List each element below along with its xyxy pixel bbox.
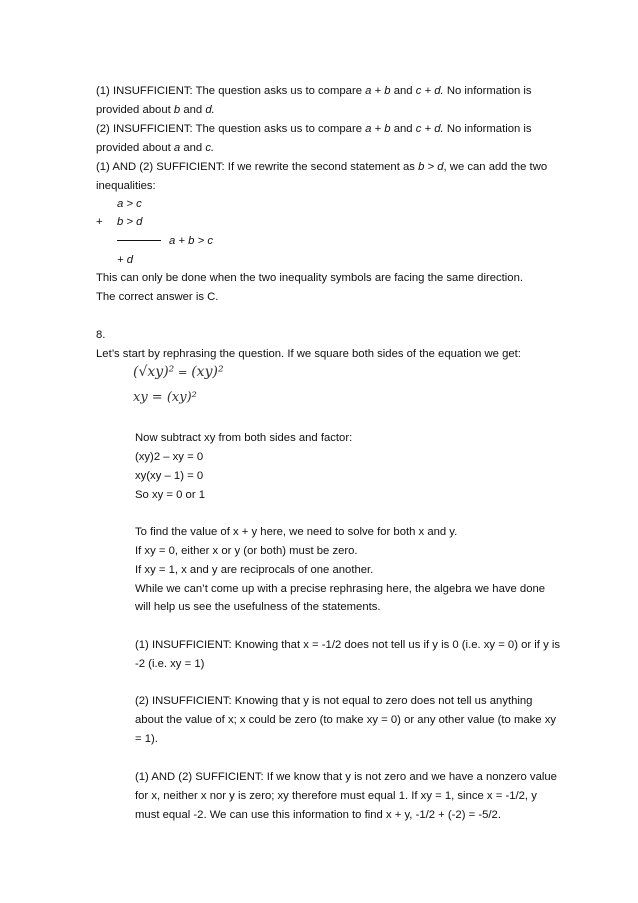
find-xy-line5: will help us see the usefulness of the statements.	[135, 601, 381, 613]
combined-line2: inequalities:	[96, 180, 156, 192]
q8-combined-line3: must equal -2. We can use this information to find x + y, -1/2 + (-2) = -5/2.	[135, 809, 501, 821]
q8-combined-line1: (1) AND (2) SUFFICIENT: If we know that y is not zero and we have a nonzero value	[135, 771, 557, 783]
step-subtract: Now subtract xy from both sides and factor:	[135, 432, 353, 444]
combined-line1: (1) AND (2) SUFFICIENT: If we rewrite the second statement as b > d, we can add the two	[96, 161, 548, 173]
find-xy-line3: If xy = 1, x and y are reciprocals of one another.	[135, 564, 374, 576]
rephrase-intro: Let’s start by rephrasing the question. If we square both sides of the equation we get:	[96, 348, 521, 360]
sum-rule	[117, 240, 161, 241]
find-xy-line2: If xy = 0, either x or y (or both) must be zero.	[135, 545, 358, 557]
step-eq-b: xy(xy – 1) = 0	[135, 470, 204, 482]
stmt2-line1: (2) INSUFFICIENT: The question asks us to compare a + b and c + d. No information is	[96, 123, 532, 135]
inequality-2: b > d	[117, 216, 143, 228]
step-eq-a: (xy)2 – xy = 0	[135, 451, 204, 463]
q8-stmt1-line1: (1) INSUFFICIENT: Knowing that x = -1/2 does not tell us if y is 0 (i.e. xy = 0) or if y is	[135, 639, 561, 651]
same-direction-note: This can only be done when the two inequality symbols are facing the same direction.	[96, 272, 524, 284]
q8-stmt2-line3: = 1).	[135, 733, 158, 745]
sum-part-a: a + b > c	[169, 235, 213, 247]
correct-answer: The correct answer is C.	[96, 291, 219, 303]
q8-stmt1-line2: -2 (i.e. xy = 1)	[135, 658, 205, 670]
inequality-1: a > c	[117, 198, 142, 210]
stmt1-line2: provided about b and d.	[96, 104, 215, 116]
q8-combined-line2: for x, neither x nor y is zero; xy therefore must equal 1. If xy = 1, since x = -1/2, y	[135, 790, 537, 802]
q8-stmt2-line1: (2) INSUFFICIENT: Knowing that y is not equal to zero does not tell us anything	[135, 695, 533, 707]
stmt1-line1: (1) INSUFFICIENT: The question asks us to compare a + b and c + d. No information is	[96, 85, 532, 97]
equation-2: xy = (xy)²	[133, 390, 197, 405]
stmt2-line2: provided about a and c.	[96, 142, 215, 154]
find-xy-line4: While we can’t come up with a precise rephrasing here, the algebra we have done	[135, 583, 546, 595]
question-number: 8.	[96, 329, 106, 341]
sum-part-b: + d	[117, 254, 134, 266]
equation-1: (√xy)² = (xy)²	[133, 364, 224, 380]
plus-sign: +	[96, 216, 103, 228]
find-xy-line1: To find the value of x + y here, we need to solve for both x and y.	[135, 526, 458, 538]
step-result: So xy = 0 or 1	[135, 489, 206, 501]
q8-stmt2-line2: about the value of x; x could be zero (to make xy = 0) or any other value (to make xy	[135, 714, 557, 726]
